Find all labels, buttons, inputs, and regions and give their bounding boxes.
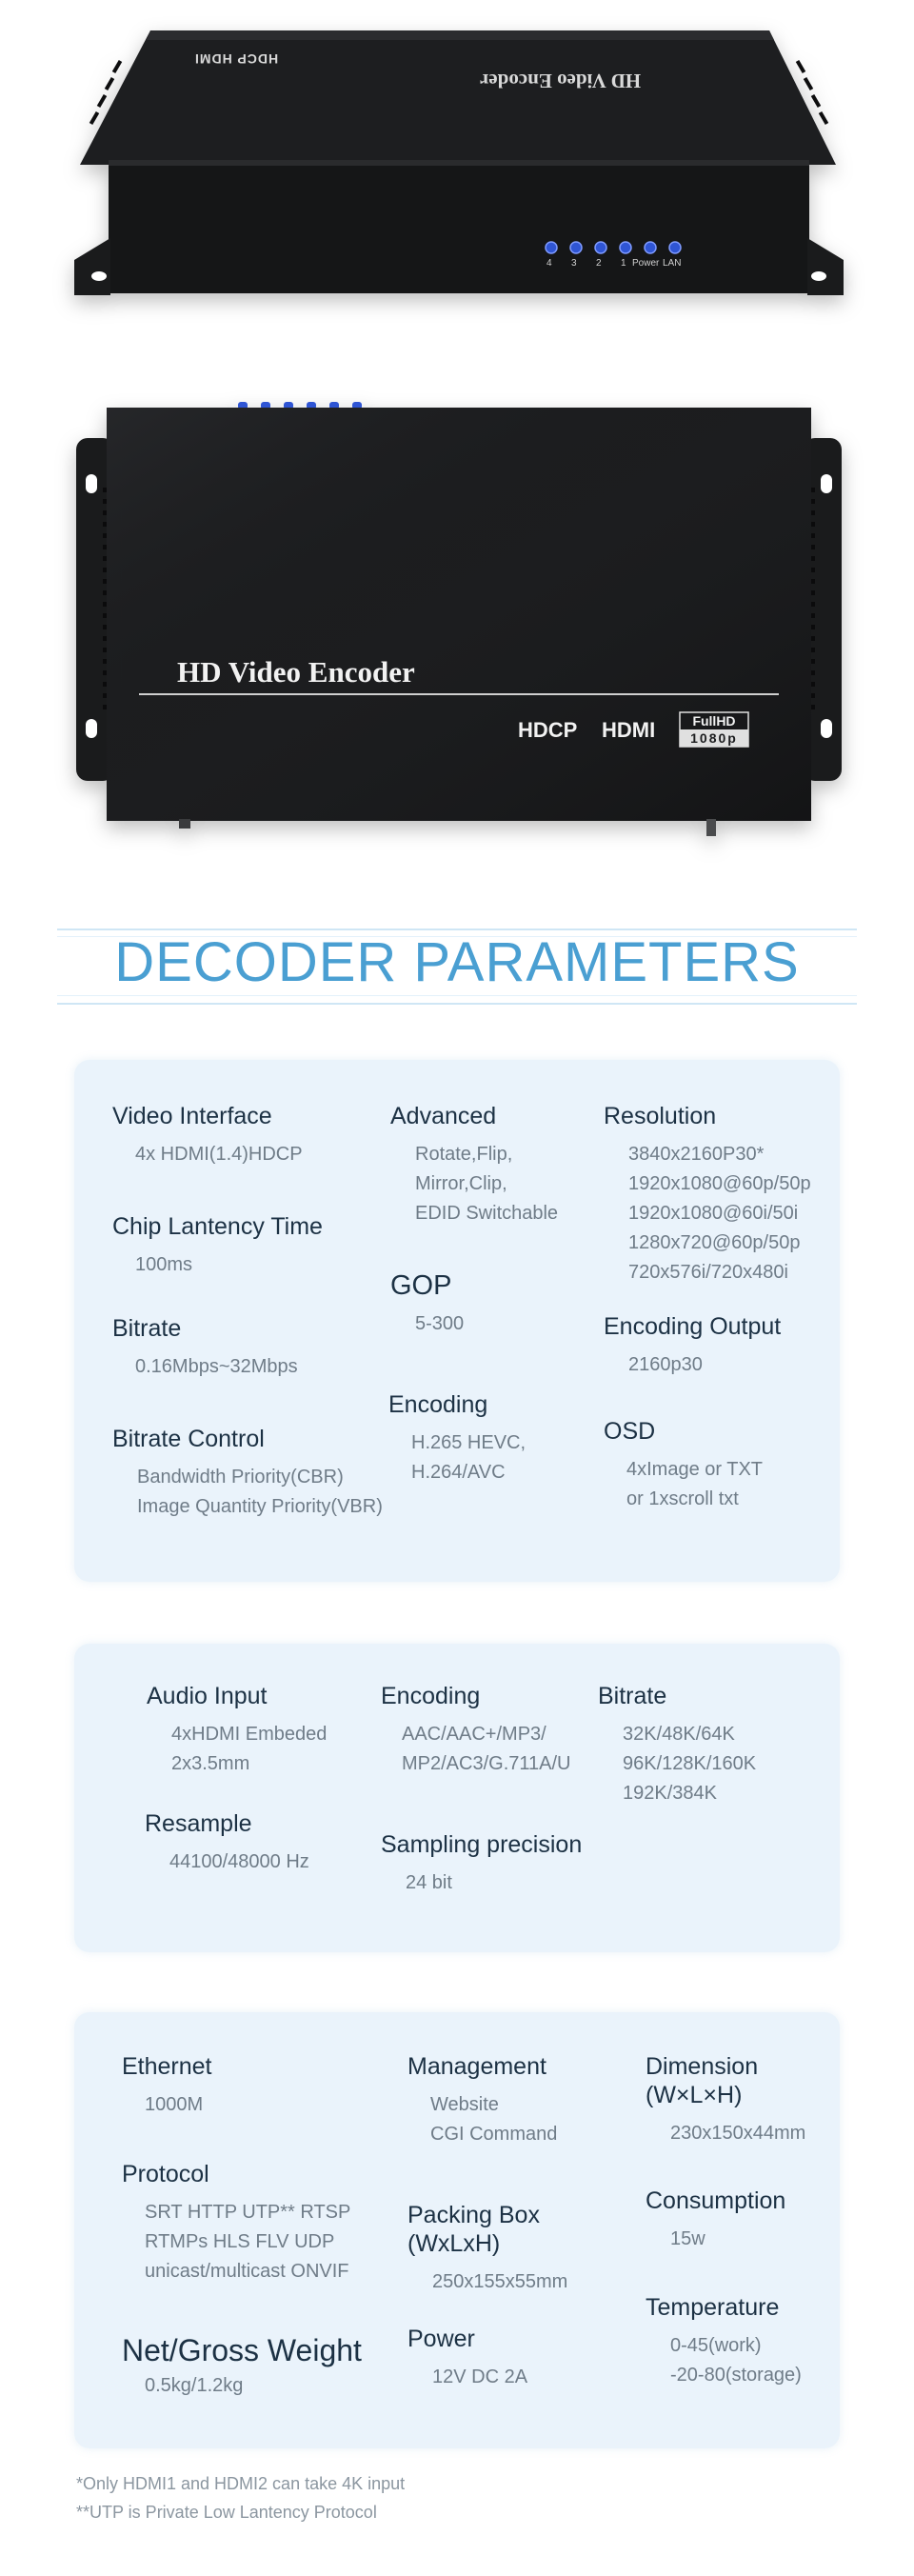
param-label: Bitrate [112, 1315, 182, 1342]
param-value-line: 3840x2160P30* [628, 1144, 765, 1165]
param-label: Video Interface [112, 1103, 272, 1129]
param-value-line: CGI Command [430, 2124, 558, 2145]
system-params-card [74, 2012, 840, 2448]
param-value-line: 4xHDMI Embeded [171, 1724, 328, 1745]
param-osd [604, 1417, 763, 1514]
param-value: 250x155x55mm [432, 2271, 568, 2292]
param-value [623, 1720, 756, 1808]
param-value-line: AAC/AAC+/MP3/ [402, 1724, 546, 1745]
param-value-line: 720x576i/720x480i [628, 1262, 788, 1283]
param-value-line: unicast/multicast ONVIF [145, 2261, 349, 2282]
param-value-line: SRT HTTP UTP** RTSP [145, 2202, 351, 2223]
param-value: 15w [670, 2228, 705, 2249]
param-encoding-output [604, 1312, 781, 1380]
param-value-line: 1920x1080@60p/50p [628, 1173, 811, 1194]
param-label: Temperature [646, 2294, 780, 2321]
param-value-line: RTMPs HLS FLV UDP [145, 2231, 335, 2252]
device-top-hdmi-badge: HDCP HDMI [194, 51, 279, 67]
device-top-view [74, 27, 844, 305]
param-temperature [646, 2293, 802, 2390]
param-value [430, 2090, 557, 2149]
param-label: Bitrate Control [112, 1426, 265, 1452]
param-value-line: 4xImage or TXT [626, 1459, 764, 1480]
param-value: 5-300 [415, 1313, 465, 1334]
param-value [626, 1455, 763, 1514]
param-value [411, 1428, 526, 1488]
param-packing-box [407, 2201, 569, 2297]
param-value [137, 1463, 383, 1522]
param-value-line: H.264/AVC [411, 1462, 506, 1483]
param-value-line: -20-80(storage) [670, 2365, 802, 2386]
param-value: 230x150x44mm [670, 2123, 806, 2144]
param-resolution [604, 1102, 811, 1288]
1080p-badge: 1080p [690, 730, 738, 746]
param-value: 2160p30 [628, 1354, 703, 1375]
param-value [415, 1140, 558, 1228]
param-value [402, 1720, 570, 1779]
device-front-view [74, 400, 844, 838]
audio-params-card [74, 1644, 840, 1952]
param-management [407, 2052, 557, 2149]
param-value-line: H.265 HEVC, [411, 1432, 527, 1453]
param-label: Advanced [390, 1103, 497, 1129]
param-advanced [390, 1102, 558, 1228]
param-value-line: Image Quantity Priority(VBR) [137, 1496, 383, 1517]
param-value-line: Bandwidth Priority(CBR) [137, 1467, 344, 1488]
param-value: 1000M [145, 2094, 204, 2115]
param-label: Chip Lantency Time [112, 1213, 323, 1240]
param-label: Ethernet [122, 2053, 212, 2080]
fullhd-badge: FullHD [692, 713, 736, 729]
title-line-bottom-thin [57, 995, 857, 996]
param-label: GOP [390, 1270, 452, 1301]
param-label: Packing Box (WxLxH) [407, 2202, 540, 2257]
param-weight [122, 2333, 362, 2401]
param-audio-encoding [381, 1682, 570, 1779]
param-value: 0.5kg/1.2kg [145, 2375, 244, 2396]
param-label: Resolution [604, 1103, 717, 1129]
led-label-3: 3 [571, 258, 577, 269]
param-bitrate-control [112, 1425, 383, 1522]
param-value-line: Mirror,Clip, [415, 1173, 507, 1194]
param-gop [390, 1271, 464, 1339]
device-top-lid-label: HD Video Encoder [480, 70, 642, 92]
param-value: 100ms [135, 1254, 193, 1275]
led-label-2: 2 [596, 258, 602, 269]
param-value: 0.16Mbps~32Mbps [135, 1356, 298, 1377]
param-label: Encoding [381, 1683, 481, 1709]
param-value-line: Rotate,Flip, [415, 1144, 513, 1165]
param-resample [145, 1809, 309, 1877]
param-label: Net/Gross Weight [122, 2333, 362, 2367]
param-value-line: 192K/384K [623, 1783, 717, 1804]
param-encoding [388, 1390, 526, 1488]
led-label-1: 1 [621, 258, 626, 269]
param-label: OSD [604, 1418, 656, 1445]
param-label: Protocol [122, 2161, 209, 2187]
param-value-line: 32K/48K/64K [623, 1724, 735, 1745]
param-value-line: 2x3.5mm [171, 1753, 250, 1774]
param-value-line: Website [430, 2094, 499, 2115]
param-label: Audio Input [147, 1683, 268, 1709]
param-value [670, 2331, 802, 2390]
param-label: Sampling precision [381, 1831, 583, 1858]
param-dimension [646, 2052, 806, 2148]
param-value-line: 0-45(work) [670, 2335, 762, 2356]
param-protocol [122, 2160, 350, 2286]
param-value: 44100/48000 Hz [169, 1851, 309, 1872]
param-value-line: 1280x720@60p/50p [628, 1232, 801, 1253]
param-bitrate [112, 1314, 298, 1382]
device-front-title: HD Video Encoder [177, 655, 415, 689]
param-label: Consumption [646, 2187, 786, 2214]
title-line-bottom [57, 1003, 857, 1005]
video-params-card [74, 1060, 840, 1582]
param-label: Management [407, 2053, 546, 2080]
param-ethernet [122, 2052, 212, 2120]
led-label-lan: LAN [663, 258, 682, 269]
footnote-4k-input: *Only HDMI1 and HDMI2 can take 4K input [76, 2474, 406, 2493]
footnote-utp-protocol: **UTP is Private Low Lantency Protocol [76, 2503, 377, 2522]
param-consumption [646, 2187, 785, 2254]
param-value [171, 1720, 327, 1779]
param-value [145, 2198, 350, 2286]
param-video-interface [112, 1102, 303, 1169]
param-label: Dimension (W×L×H) [646, 2053, 759, 2108]
param-power [407, 2325, 527, 2392]
param-value-line: EDID Switchable [415, 1203, 559, 1224]
param-value-line: 96K/128K/160K [623, 1753, 757, 1774]
param-label: Encoding [388, 1391, 488, 1418]
param-chip-latency [112, 1212, 323, 1280]
param-audio-bitrate [598, 1682, 756, 1808]
param-label: Encoding Output [604, 1313, 782, 1340]
param-label: Resample [145, 1810, 252, 1837]
param-value: 4x HDMI(1.4)HDCP [135, 1144, 303, 1165]
hdmi-badge: HDMI [602, 718, 656, 742]
param-audio-input [147, 1682, 327, 1779]
param-value-line: 1920x1080@60i/50i [628, 1203, 799, 1224]
param-label: Bitrate [598, 1683, 667, 1709]
param-label: Power [407, 2326, 475, 2352]
param-value-line: or 1xscroll txt [626, 1488, 739, 1509]
param-value: 24 bit [406, 1872, 452, 1893]
param-value: 12V DC 2A [432, 2366, 528, 2387]
param-sampling-precision [381, 1830, 582, 1898]
section-title: DECODER PARAMETERS [114, 931, 800, 993]
led-label-power: Power [632, 258, 660, 269]
section-title-block [57, 919, 857, 1005]
hdcp-badge: HDCP [518, 718, 578, 742]
param-value-line: MP2/AC3/G.711A/U [402, 1753, 571, 1774]
param-value [628, 1140, 811, 1288]
led-label-4: 4 [546, 258, 552, 269]
